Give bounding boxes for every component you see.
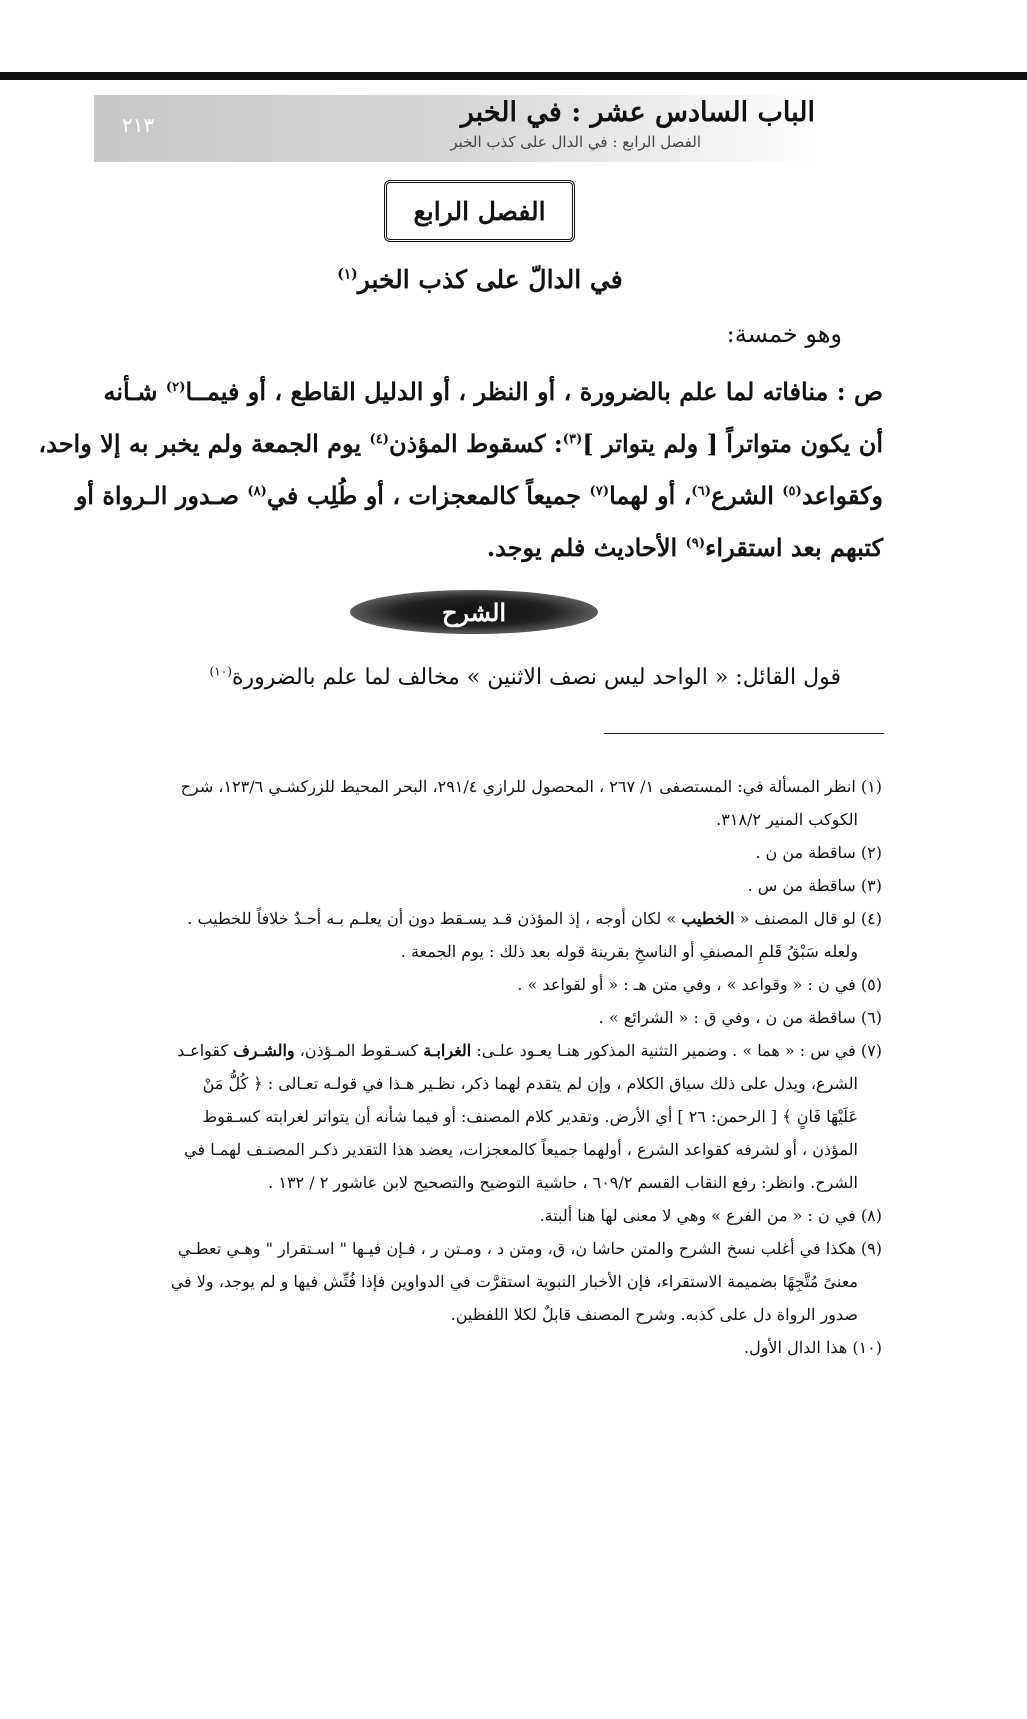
footnote: (٥) في ن : « وقواعد » ، وفي متن هـ : « أو لقواعد » . bbox=[517, 975, 882, 994]
footnote: (١) انظر المسألة في: المستصفى ١/ ٢٦٧ ، المحصول للرازي ٢٩١/٤، البحر المحيط للزركشـي ١٢٣/٦، شرح bbox=[180, 777, 882, 796]
intro-text: وهو خمسة: bbox=[726, 320, 842, 348]
sharh-text: قول القائل: « الواحد ليس نصف الاثنين » مخالف لما علم بالضرورة$^{(١٠)}$ bbox=[209, 664, 841, 690]
footnote-continuation: ولعله سَبْقُ قَلمِ المصنفِ أو الناسخِ بقرينة قوله بعد ذلك : يوم الجمعة . bbox=[400, 942, 858, 961]
footnote: (٦) ساقطة من ن ، وفي ق : « الشرائع » . bbox=[598, 1008, 882, 1027]
matn-line: ص : منافاته لما علم بالضرورة ، أو النظر ، أو الدليل القاطع ، أو فيمــا$^{(٢)}$ شـأنه bbox=[103, 377, 883, 406]
matn-line: أن يكون متواتراً [ ولم يتواتر ]$^{(٣)}$: كسقوط المؤذن$^{(٤)}$ يوم الجمعة ولم يخبر به إلا واحد، bbox=[38, 429, 883, 458]
footnote-ref: (٥) bbox=[782, 484, 802, 499]
footnote: (٧) في س : « هما » . وضمير التثنية المذكور هنـا يعـود علـى: الغرابـة كسـقوط المـؤذن، والشـرف كقواعـد bbox=[177, 1041, 882, 1060]
footnotes bbox=[110, 770, 882, 1364]
footnote-continuation: الكوكب المنير ٣١٨/٢. bbox=[716, 810, 858, 829]
running-head bbox=[94, 95, 819, 162]
footnote: (٩) هكذا في أغلب نسخ الشرح والمتن حاشا ن، ق، ومتن د ، ومـتن ر ، فـإن فيـها " اسـتقرار " وهـي تعطـي bbox=[177, 1239, 882, 1258]
section-subtitle-text: في الدالّ على كذب الخبر bbox=[357, 265, 623, 294]
footnote-ref: (٤) bbox=[369, 432, 390, 447]
chapter-title: الباب السادس عشر : في الخبر bbox=[460, 97, 815, 128]
footnote-continuation: المؤذن ، أو لشرفه كقواعد الشرع ، أولهما جميعاً كالمعجزات، يعضد هذا التقدير ذكـر المصنـف لهمـا في bbox=[184, 1140, 858, 1159]
footnote-ref: (٩) bbox=[685, 536, 706, 551]
sharh-badge bbox=[350, 590, 598, 634]
footnote: (٨) في ن : « من الفرع » وهي لا معنى لها هنا ألبتة. bbox=[539, 1206, 882, 1225]
footnote-ref: (١٠) bbox=[209, 664, 232, 679]
footnote-divider bbox=[604, 733, 884, 734]
footnote-continuation: عَلَيْهَا فَانٍ ﴾ [ الرحمن: ٢٦ ] أي الأرض. وتقدير كلام المصنف: أو فيما شأنه أن يتواتر لغرابته كسـقوط bbox=[202, 1107, 858, 1126]
footnote: (٤) لو قال المصنف « الخطيب » لكان أوجه ، إذ المؤذن قـد يسـقط دون أن يعلـم بـه أحـدٌ خلافاً للخطيب . bbox=[187, 909, 882, 928]
footnote-continuation: الشرح. وانظر: رفع النقاب القسم ٦٠٩/٢ ، حاشية التوضيح والتصحيح لابن عاشور ٢ / ١٣٢ . bbox=[268, 1173, 858, 1192]
footnote-continuation: معنىً مُتَّجِهًا بضميمة الاستقراء، فإن الأخبار النبوية استقرَّت في الدواوين فإذا فُتِّش فيها و لم يوجد، ولا في bbox=[170, 1272, 858, 1291]
section-title-box bbox=[384, 180, 575, 242]
matn-line: كتبهم بعد استقراء$^{(٩)}$ الأحاديث فلم يوجد. bbox=[486, 533, 883, 562]
footnote-continuation: الشرع، ويدل على ذلك سياق الكلام ، وإن لم يتقدم لهما ذكر، نظـير هـذا في قولـه تعـالى : ﴿ كُلُّ مَنْ bbox=[202, 1074, 858, 1093]
page-number: ٢١٣ bbox=[122, 113, 155, 137]
section-subtitle bbox=[300, 265, 660, 294]
footnote-ref: (٣) bbox=[562, 432, 583, 447]
footnote-continuation: صدور الرواة دل على كذبه. وشرح المصنف قابلٌ لكلا اللفظين. bbox=[450, 1305, 858, 1324]
footnote-ref: (١) bbox=[337, 266, 358, 283]
section-title: الفصل الرابع bbox=[413, 196, 546, 226]
sharh-label: الشرح bbox=[441, 597, 507, 627]
footnote-ref: (٢) bbox=[165, 380, 186, 395]
footnote-ref: (٨) bbox=[247, 484, 267, 499]
footnote: (٣) ساقطة من س . bbox=[747, 876, 882, 895]
matn-line: وكقواعد$^{(٥)}$ الشرع$^{(٦)}$، أو لهما$^{(٧)}$ جميعاً كالمعجزات ، أو طُلِب في$^{(٨)}$ صـدور الـرواة أو bbox=[75, 481, 883, 510]
footnote: (٢) ساقطة من ن . bbox=[755, 843, 882, 862]
top-rule bbox=[0, 72, 1027, 80]
section-running-title: الفصل الرابع : في الدال على كذب الخبر bbox=[450, 133, 701, 151]
footnote-ref: (٧) bbox=[589, 484, 610, 499]
footnote-ref: (٦) bbox=[691, 484, 711, 499]
matn-text bbox=[38, 366, 883, 574]
footnote: (١٠) هذا الدال الأول. bbox=[743, 1338, 882, 1357]
